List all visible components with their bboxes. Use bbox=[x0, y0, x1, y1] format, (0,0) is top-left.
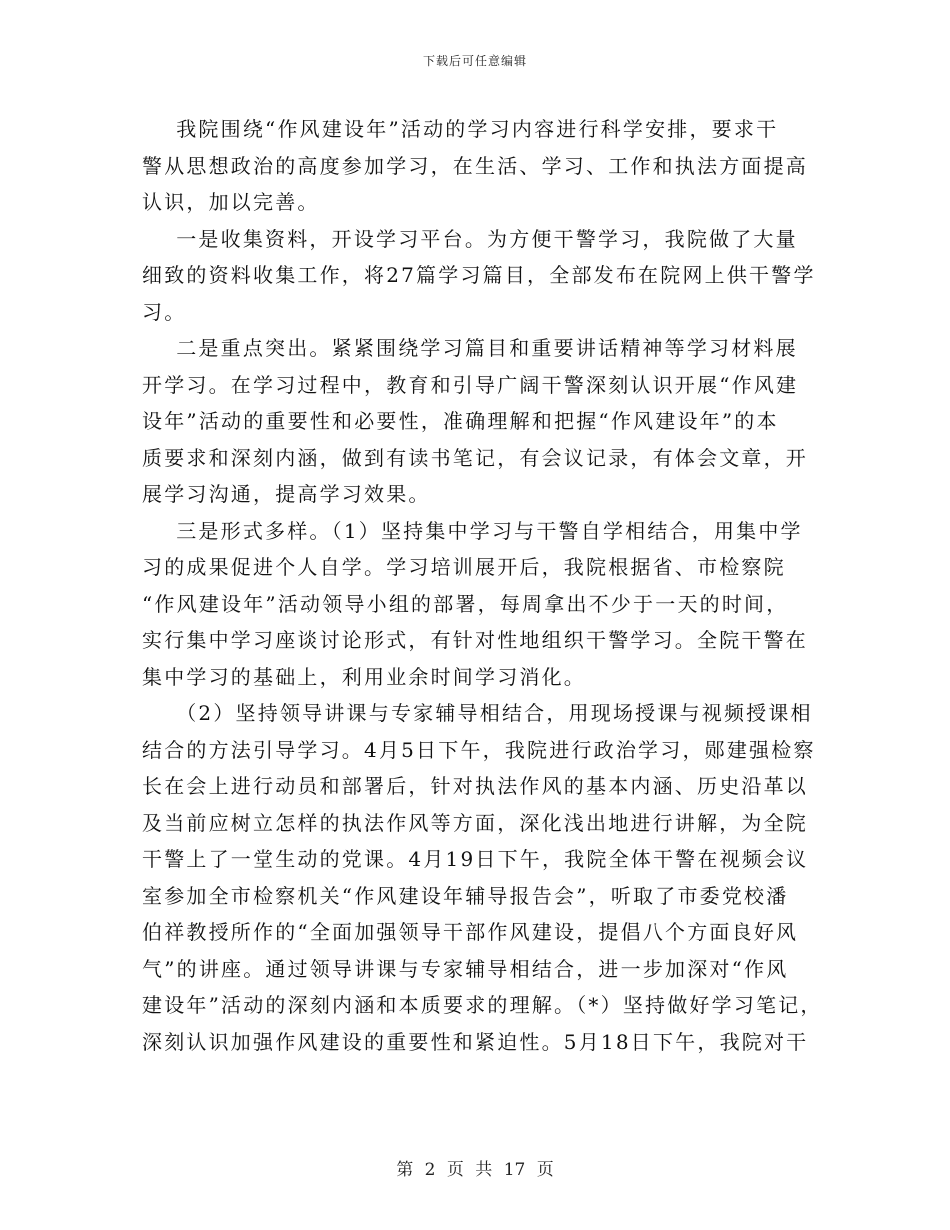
text-line: 二是重点突出。紧紧围绕学习篇目和重要讲话精神等学习材料展 bbox=[142, 336, 798, 360]
text-line: 伯祥教授所作的“全面加强领导干部作风建设，提倡八个方面良好风 bbox=[142, 920, 799, 944]
text-line: 一是收集资料，开设学习平台。为方便干警学习，我院做了大量 bbox=[142, 226, 798, 251]
text-line: 警从思想政治的高度参加学习，在生活、学习、工作和执法方面提高 bbox=[142, 153, 808, 178]
text-line: 室参加全市检察机关“作风建设年辅导报告会”，听取了市委党校潘 bbox=[142, 883, 789, 908]
text-line: 实行集中学习座谈讨论形式，有针对性地组织干警学习。全院干警在 bbox=[142, 628, 808, 652]
text-line: 及当前应树立怎样的执法作风等方面，深化浅出地进行讲解，为全院 bbox=[142, 810, 808, 835]
text-line: 设年”活动的重要性和必要性，准确理解和把握“作风建设年”的本 bbox=[142, 409, 779, 433]
text-line: 习的成果促进个人自学。学习培训展开后，我院根据省、市检察院 bbox=[142, 555, 786, 579]
text-line: “作风建设年”活动领导小组的部署，每周拿出不少于一天的时间， bbox=[142, 591, 789, 616]
text-line: 结合的方法引导学习。4月5日下午，我院进行政治学习，郧建强检察 bbox=[142, 737, 816, 762]
page-header: 下载后可任意编辑 bbox=[422, 54, 527, 68]
text-line: 习。 bbox=[142, 299, 187, 324]
document-body bbox=[142, 111, 823, 1060]
text-line: 建设年”活动的深刻内涵和本质要求的理解。（*）坚持做好学习笔记， bbox=[142, 993, 823, 1017]
text-line: 展学习沟通，提高学习效果。 bbox=[142, 482, 431, 506]
text-line: 细致的资料收集工作，将27篇学习篇目，全部发布在院网上供干警学 bbox=[142, 263, 816, 287]
text-line: 开学习。在学习过程中，教育和引导广阔干警深刻认识开展“作风建 bbox=[142, 372, 799, 397]
text-line: 三是形式多样。（1）坚持集中学习与干警自学相结合，用集中学 bbox=[142, 518, 803, 543]
text-line: 干警上了一堂生动的党课。4月19日下午，我院全体干警在视频会议 bbox=[142, 847, 809, 871]
text-line: 深刻认识加强作风建设的重要性和紧迫性。5月18日下午，我院对干 bbox=[142, 1029, 809, 1054]
text-line: 气”的讲座。通过领导讲课与专家辅导相结合，进一步加深对“作风 bbox=[142, 956, 789, 981]
text-line: 长在会上进行动员和部署后，针对执法作风的基本内涵、历史沿革以 bbox=[142, 774, 808, 798]
text-line: （2）坚持领导讲课与专家辅导相结合，用现场授课与视频授课相 bbox=[142, 701, 813, 725]
text-line: 集中学习的基础上，利用业余时间学习消化。 bbox=[142, 664, 586, 689]
text-line: 我院围绕“作风建设年”活动的学习内容进行科学安排，要求干 bbox=[142, 117, 779, 141]
text-line: 认识，加以完善。 bbox=[142, 190, 320, 214]
page-number-footer: 第 2 页 共 17 页 bbox=[396, 1160, 554, 1180]
text-line: 质要求和深刻内涵，做到有读书笔记，有会议记录，有体会文章，开 bbox=[142, 445, 808, 470]
